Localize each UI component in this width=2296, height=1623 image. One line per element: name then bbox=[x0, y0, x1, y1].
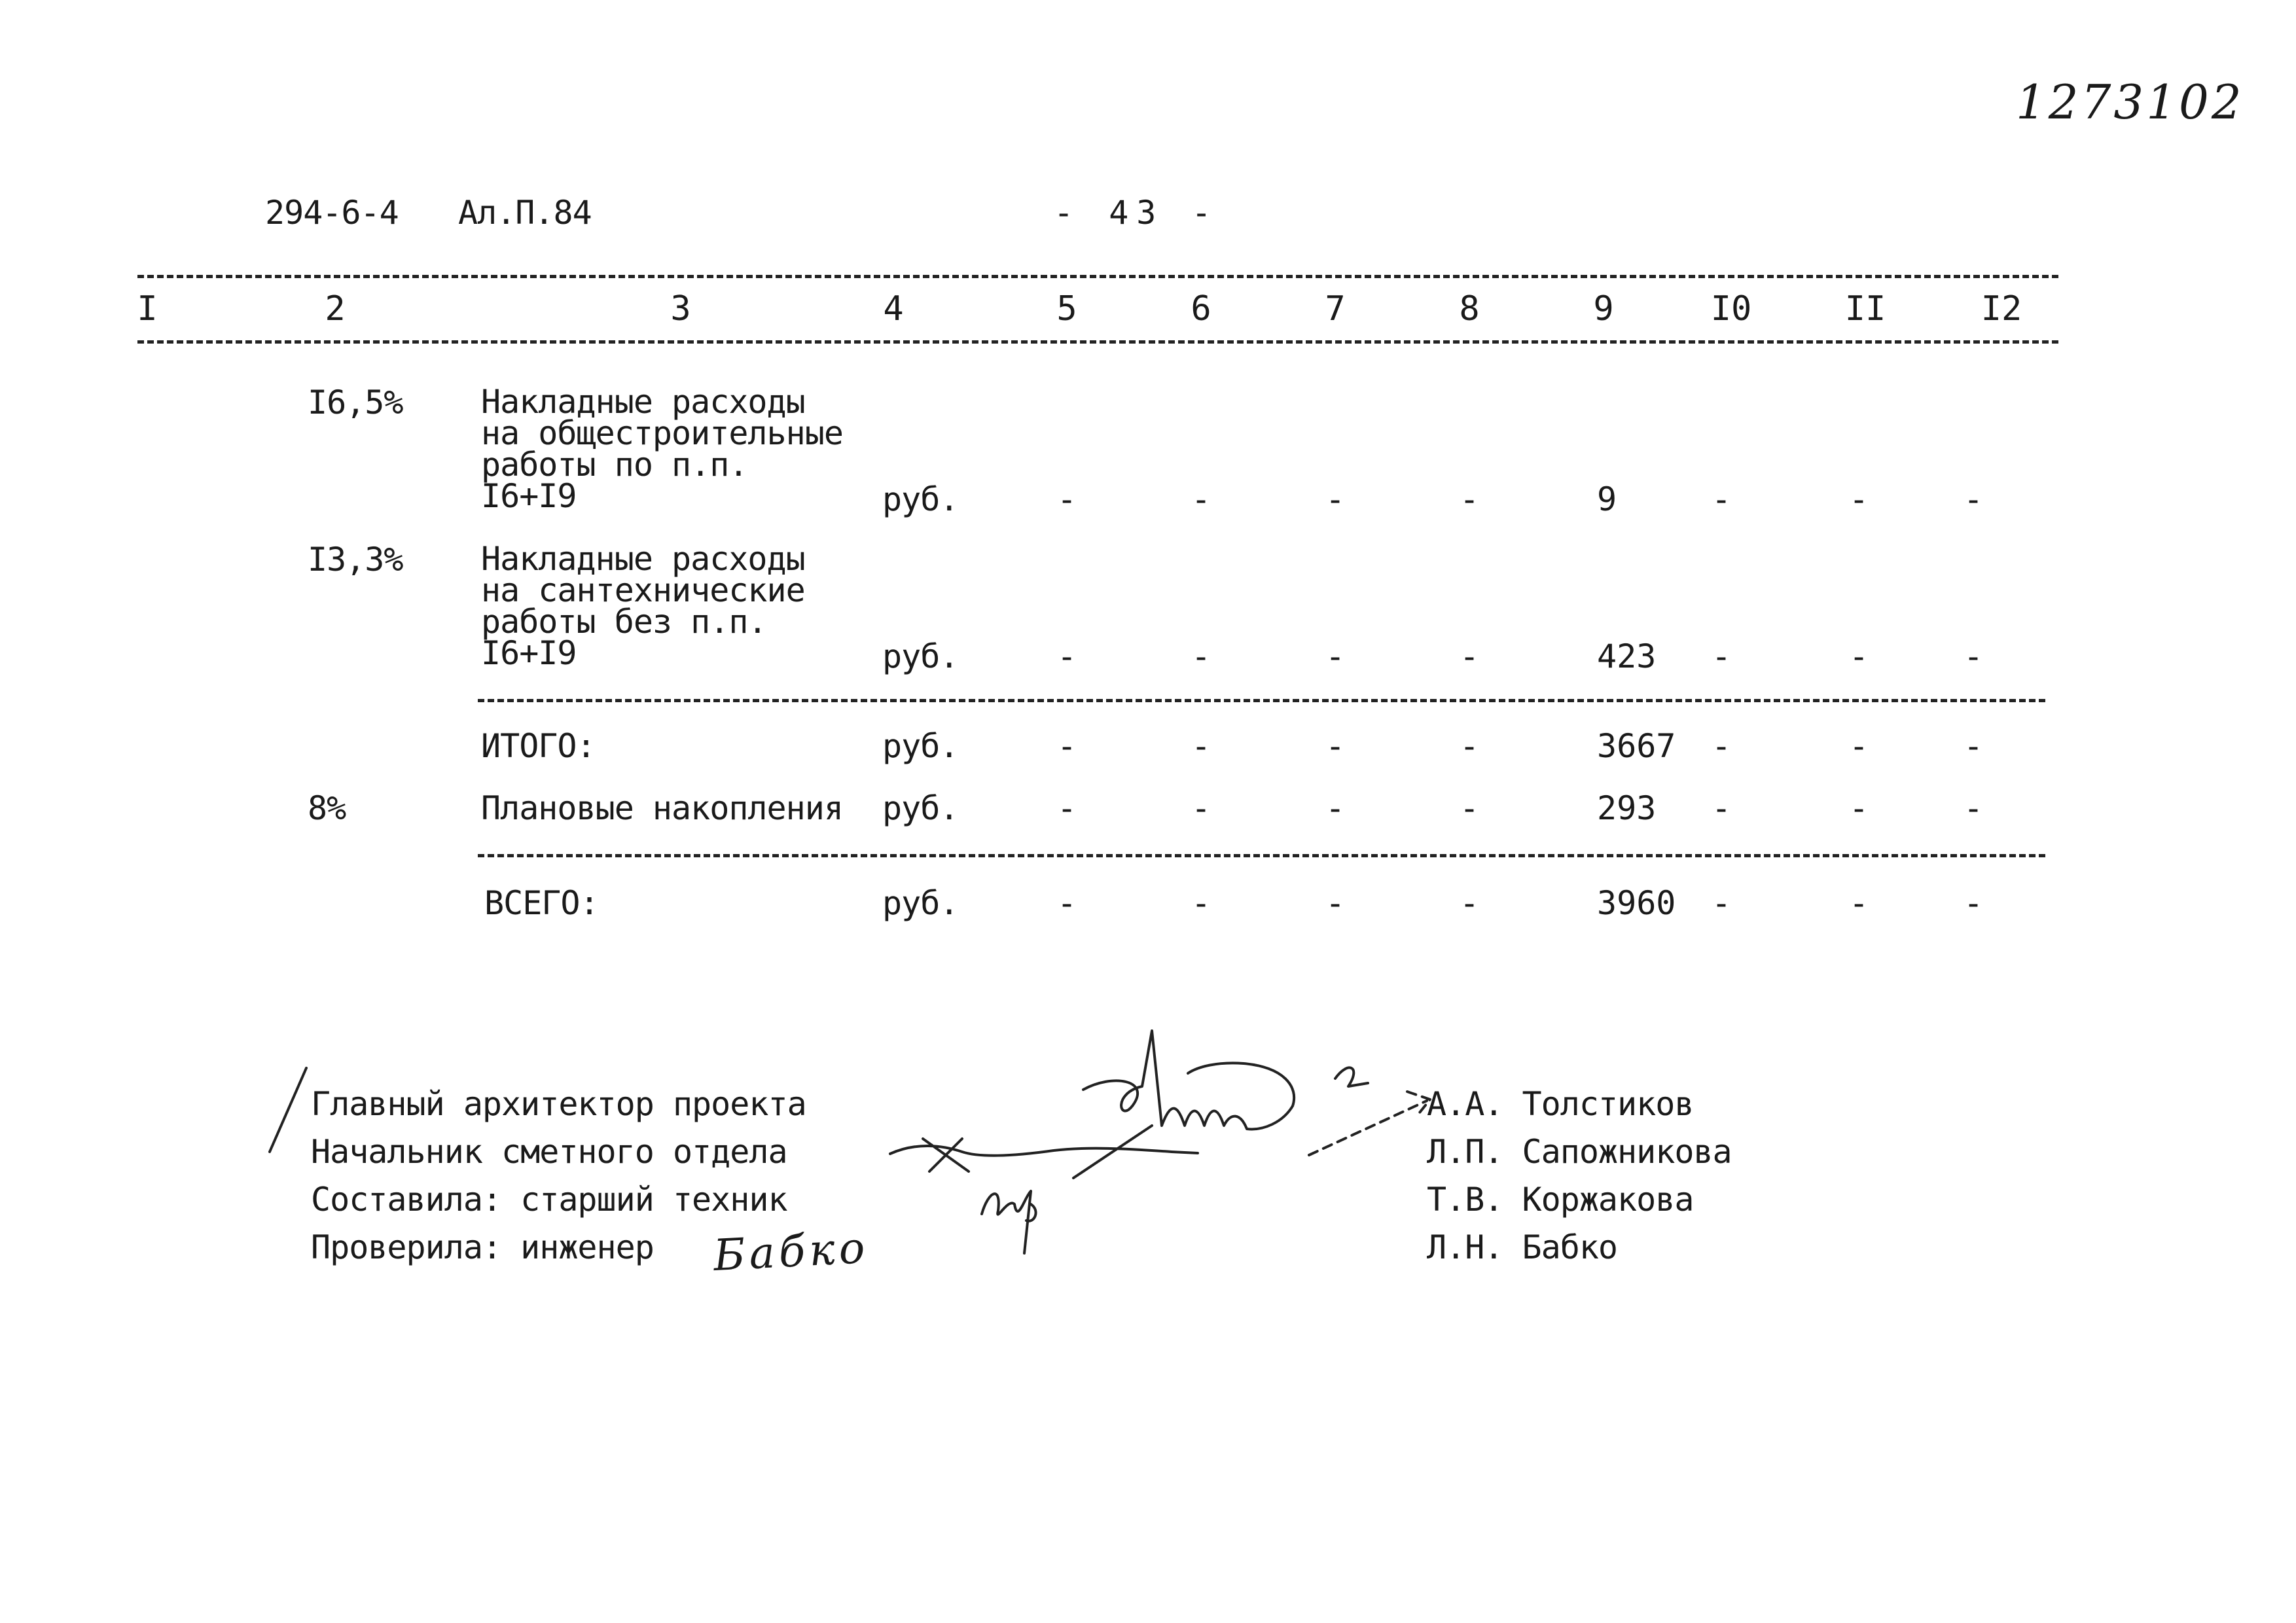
signature-head-estimates bbox=[890, 1126, 1198, 1178]
col12-cell: - bbox=[1963, 789, 1984, 827]
column-header-9: 9 bbox=[1593, 289, 1614, 329]
total-label: ВСЕГО: bbox=[484, 884, 599, 922]
description-cell: Накладные расходы на сантехнические работы без п.п. I6+I9 bbox=[481, 540, 805, 672]
col10-cell: - bbox=[1711, 480, 1732, 518]
document-code: 294-6-4 bbox=[265, 194, 399, 232]
unit-cell: руб. bbox=[882, 884, 959, 922]
description-cell: Плановые накопления bbox=[481, 789, 843, 827]
col11-cell: - bbox=[1848, 884, 1869, 922]
signatory-name-korzhakova: Т.В. Коржакова bbox=[1427, 1181, 1694, 1219]
signature-compiler bbox=[982, 1191, 1036, 1253]
unit-cell: руб. bbox=[882, 480, 959, 518]
col6-cell: - bbox=[1191, 480, 1211, 518]
unit-cell: руб. bbox=[882, 727, 959, 765]
handwritten-signature-babko: Бабко bbox=[712, 1222, 870, 1281]
margin-slash-mark bbox=[270, 1068, 306, 1152]
col5-cell: - bbox=[1056, 480, 1077, 518]
col5-cell: - bbox=[1056, 884, 1077, 922]
col7-cell: - bbox=[1325, 727, 1346, 765]
column-header-4: 4 bbox=[883, 289, 904, 329]
column-header-3: 3 bbox=[670, 289, 691, 329]
signature-chief-architect bbox=[1083, 1031, 1294, 1129]
col8-cell: - bbox=[1459, 789, 1480, 827]
col5-cell: - bbox=[1056, 727, 1077, 765]
col8-cell: - bbox=[1459, 637, 1480, 675]
column-header-12: I2 bbox=[1981, 289, 2022, 329]
album-label: Ал.П.84 bbox=[458, 194, 592, 232]
col11-cell: - bbox=[1848, 637, 1869, 675]
column-header-1: I bbox=[137, 289, 158, 329]
signatory-name-tolstikov: А.А. Толстиков bbox=[1427, 1085, 1694, 1123]
col6-cell: - bbox=[1191, 789, 1211, 827]
col9-value: 9 bbox=[1597, 480, 1617, 518]
col6-cell: - bbox=[1191, 884, 1211, 922]
subtotal-label: ИТОГО: bbox=[481, 727, 596, 765]
rate-cell: I6,5% bbox=[308, 383, 403, 421]
column-header-2: 2 bbox=[325, 289, 346, 329]
unit-cell: руб. bbox=[882, 637, 959, 675]
col8-cell: - bbox=[1459, 884, 1480, 922]
col6-cell: - bbox=[1191, 637, 1211, 675]
signatory-role-compiler: Составила: старший техник bbox=[311, 1181, 787, 1219]
col5-cell: - bbox=[1056, 637, 1077, 675]
col12-cell: - bbox=[1963, 480, 1984, 518]
column-header-11: II bbox=[1844, 289, 1886, 329]
col10-cell: - bbox=[1711, 727, 1732, 765]
column-header-5: 5 bbox=[1056, 289, 1077, 329]
unit-cell: руб. bbox=[882, 789, 959, 827]
signatory-role-checker: Проверила: инженер bbox=[311, 1228, 654, 1266]
rate-cell: I3,3% bbox=[308, 541, 403, 579]
signatory-name-babko: Л.Н. Бабко bbox=[1427, 1228, 1618, 1266]
col8-cell: - bbox=[1459, 727, 1480, 765]
col9-value: 293 bbox=[1597, 789, 1657, 827]
leader-line-tolstikov bbox=[1309, 1092, 1430, 1155]
col10-cell: - bbox=[1711, 637, 1732, 675]
col7-cell: - bbox=[1325, 789, 1346, 827]
col7-cell: - bbox=[1325, 480, 1346, 518]
description-cell: Накладные расходы на общестроительные работы по п.п. I6+I9 bbox=[481, 383, 843, 515]
signatory-role-head-estimates: Начальник сметного отдела bbox=[311, 1133, 787, 1171]
column-header-8: 8 bbox=[1459, 289, 1480, 329]
col7-cell: - bbox=[1325, 637, 1346, 675]
col9-value: 423 bbox=[1597, 637, 1657, 675]
col11-cell: - bbox=[1848, 789, 1869, 827]
col12-cell: - bbox=[1963, 637, 1984, 675]
col9-value: 3960 bbox=[1597, 884, 1676, 922]
col8-cell: - bbox=[1459, 480, 1480, 518]
col12-cell: - bbox=[1963, 884, 1984, 922]
signatory-name-sapozhnikova: Л.П. Сапожникова bbox=[1427, 1133, 1732, 1171]
column-header-6: 6 bbox=[1191, 289, 1211, 329]
column-header-10: I0 bbox=[1710, 289, 1752, 329]
archive-number: 1273102 bbox=[2016, 75, 2244, 130]
page-number: - 43 - bbox=[1054, 194, 1219, 232]
rate-cell: 8% bbox=[308, 789, 346, 827]
col5-cell: - bbox=[1056, 789, 1077, 827]
col10-cell: - bbox=[1711, 884, 1732, 922]
col12-cell: - bbox=[1963, 727, 1984, 765]
col11-cell: - bbox=[1848, 727, 1869, 765]
col6-cell: - bbox=[1191, 727, 1211, 765]
signatory-role-chief-architect: Главный архитектор проекта bbox=[311, 1085, 806, 1123]
col11-cell: - bbox=[1848, 480, 1869, 518]
col7-cell: - bbox=[1325, 884, 1346, 922]
col10-cell: - bbox=[1711, 789, 1732, 827]
column-header-7: 7 bbox=[1325, 289, 1346, 329]
col9-value: 3667 bbox=[1597, 727, 1676, 765]
signature-chief-architect-mark bbox=[1335, 1067, 1368, 1086]
